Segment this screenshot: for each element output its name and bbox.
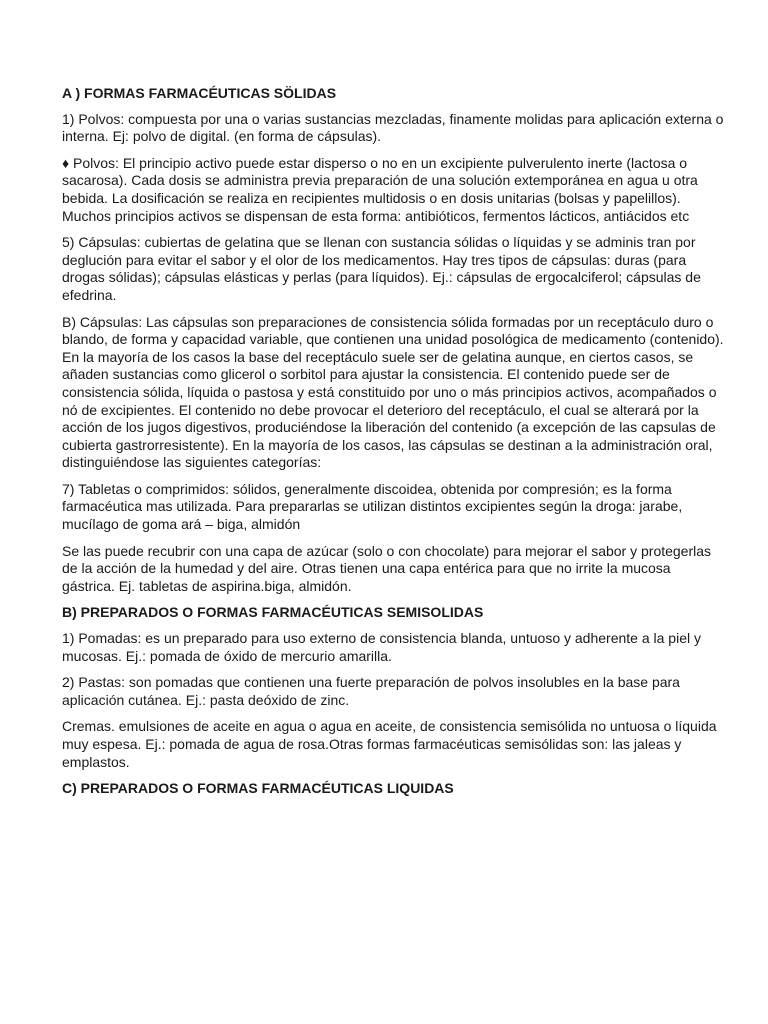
section-heading-solid-forms: A ) FORMAS FARMACÉUTICAS SÖLIDAS — [62, 85, 337, 101]
paragraph-polvos-detail: ♦ Polvos: El principio activo puede estar disperso o no en un excipiente pulverulento inerte (lactosa o sacarosa). Cada dosis se administra previa preparación de una solución extemporánea en agua u otra bebida. La dosificación se realiza en recipientes multidosis o en dosis unitarias (bolsas y papelillos). Muchos principios activos se dispensan de esta forma: antibióticos, fermentos lácticos, antiácidos etc — [62, 154, 698, 224]
paragraph-pastas: 2) Pastas: son pomadas que contienen una fuerte preparación de polvos insolubles en la base para aplicación cutánea. Ej.: pasta deóxido de zinc. — [62, 674, 680, 708]
paragraph-tabletas: 7) Tabletas o comprimidos: sólidos, generalmente discoidea, obtenida por compresión; es la forma farmacéutica mas utilizada. Para prepararlas se utilizan distintos excipientes según la droga: jarabe, mucílago de goma ará – biga, almidón — [62, 480, 683, 533]
section-heading-semisolid-forms: B) PREPARADOS O FORMAS FARMACÉUTICAS SEMISOLIDAS — [62, 604, 484, 621]
paragraph-recubrimiento: Se las puede recubrir con una capa de azúcar (solo o con chocolate) para mejorar el sabor y protegerlas de la acción de la humedad y del aire. Otras tienen una capa entérica para que no irrite la mucosa gástrica. Ej. tabletas de aspirina.biga, almidón. — [62, 542, 712, 594]
paragraph-cremas: Cremas. emulsiones de aceite en agua o agua en aceite, de consistencia semisólida no untuosa o líquida muy espesa. Ej.: pomada de agua de rosa.Otras formas farmacéuticas semisólidas son: las jaleas y emplastos. — [62, 718, 717, 770]
paragraph-capsulas: 5) Cápsulas: cubiertas de gelatina que se llenan con sustancia sólidas o líquidas y se adminis tran por deglución para evitar el sabor y el olor de los medicamentos. Hay tres tipos de cápsulas: duras (para drogas sólidas); cápsulas elásticas y perlas (para líquidos). Ej.: cápsulas de ergocalciferol; cápsulas de efedrina. — [62, 234, 701, 303]
document-page — [62, 85, 727, 806]
paragraph-capsulas-detail: B) Cápsulas: Las cápsulas son preparaciones de consistencia sólida formadas por un receptáculo duro o blando, de forma y capacidad variable, que contienen una unidad posológica de medicamento (contenido). En la mayoría de los casos la base del receptáculo suele ser de gelatina aunque, en ciertos casos, se añaden sustancias como glicerol o sorbitol para ajustar la consistencia. El contenido puede ser de consistencia sólida, líquida o pastosa y está constituido por uno o más principios activos, acompañados o nó de excipientes. El contenido no debe provocar el deterioro del receptáculo, el cual se alterará por la acción de los jugos digestivos, produciéndose la liberación del contenido (a excepción de las capsulas de cubierta gastrorresistente). En la mayoría de los casos, las cápsulas se destinan a la administración oral, distinguiéndose las siguientes categorías: — [62, 313, 724, 471]
section-heading-liquid-forms: C) PREPARADOS O FORMAS FARMACÉUTICAS LIQUIDAS — [62, 780, 454, 797]
paragraph-pomadas: 1) Pomadas: es un preparado para uso externo de consistencia blanda, untuoso y adherente a la piel y mucosas. Ej.: pomada de óxido de mercurio amarilla. — [62, 630, 701, 664]
paragraph-polvos: 1) Polvos: compuesta por una o varias sustancias mezcladas, finamente molidas para aplicación externa o interna. Ej: polvo de digital. (en forma de cápsulas). — [62, 110, 724, 145]
